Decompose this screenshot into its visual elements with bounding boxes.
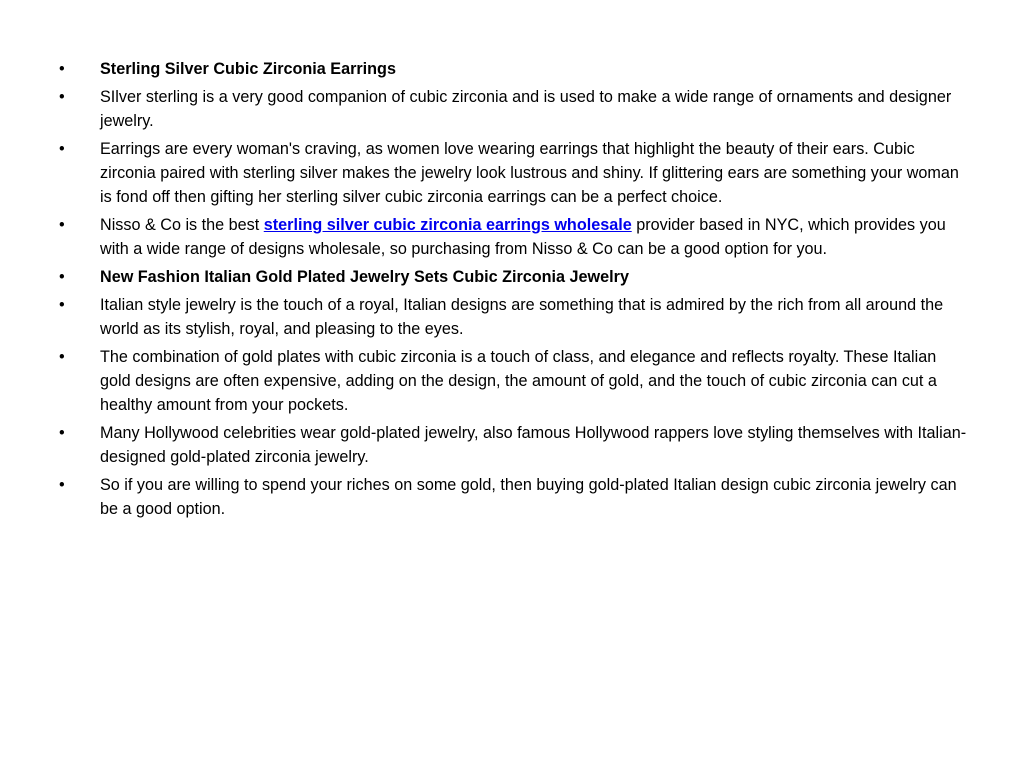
- bullet-dot-icon: •: [59, 476, 65, 494]
- bullet-text: Earrings are every woman's craving, as women love wearing earrings that highlight the beauty of their ears. Cubic zirconia paired with sterling silver makes the jewelry look lustrous and shiny. If glittering ears are something your woman is fond off then gifting her sterling silver cubic zirconia earrings can be a perfect choice.: [100, 140, 959, 206]
- bullet-dot-icon: •: [59, 296, 65, 314]
- heading-text: New Fashion Italian Gold Plated Jewelry Sets Cubic Zirconia Jewelry: [100, 268, 629, 286]
- bullet-dot-icon: •: [59, 140, 65, 158]
- bullet-item: [57, 473, 967, 521]
- bullet-item: [57, 137, 967, 209]
- bullet-dot-icon: •: [59, 268, 65, 286]
- heading-text: Sterling Silver Cubic Zirconia Earrings: [100, 60, 396, 78]
- bullet-dot-icon: •: [59, 424, 65, 442]
- bullet-text: SIlver sterling is a very good companion of cubic zirconia and is used to make a wide range of ornaments and designer jewelry.: [100, 88, 952, 130]
- bullet-dot-icon: •: [59, 216, 65, 234]
- bullet-text: So if you are willing to spend your riches on some gold, then buying gold-plated Italian design cubic zirconia jewelry can be a good option.: [100, 476, 957, 518]
- bullet-item: [57, 345, 967, 417]
- bullet-dot-icon: •: [59, 60, 65, 78]
- bullet-dot-icon: •: [59, 88, 65, 106]
- bullet-dot-icon: •: [59, 348, 65, 366]
- bullet-item-with-link: [57, 213, 967, 261]
- bullet-text: Many Hollywood celebrities wear gold-plated jewelry, also famous Hollywood rappers love styling themselves with Italian-designed gold-plated zirconia jewelry.: [100, 424, 967, 466]
- bullet-item: [57, 293, 967, 341]
- bullet-item: [57, 421, 967, 469]
- bullet-list: [57, 57, 967, 525]
- bullet-heading-italian-gold: [57, 265, 967, 289]
- bullet-text: Italian style jewelry is the touch of a royal, Italian designs are something that is admired by the rich from all around the world as its stylish, royal, and pleasing to the eyes.: [100, 296, 944, 338]
- bullet-item: [57, 85, 967, 133]
- bullet-heading-earrings: [57, 57, 967, 81]
- bullet-text: The combination of gold plates with cubic zirconia is a touch of class, and elegance and reflects royalty. These Italian gold designs are often expensive, adding on the design, the amount of gold, and the touch of cubic zirconia can cut a healthy amount from your pockets.: [100, 348, 937, 414]
- wholesale-earrings-link[interactable]: sterling silver cubic zirconia earrings wholesale: [263, 216, 632, 234]
- bullet-text-after-link: provider based in NYC, which provides you with a wide range of designs wholesale, so purchasing from Nisso & Co can be a good option for you.: [100, 216, 946, 258]
- bullet-text-before-link: Nisso & Co is the best: [100, 216, 264, 234]
